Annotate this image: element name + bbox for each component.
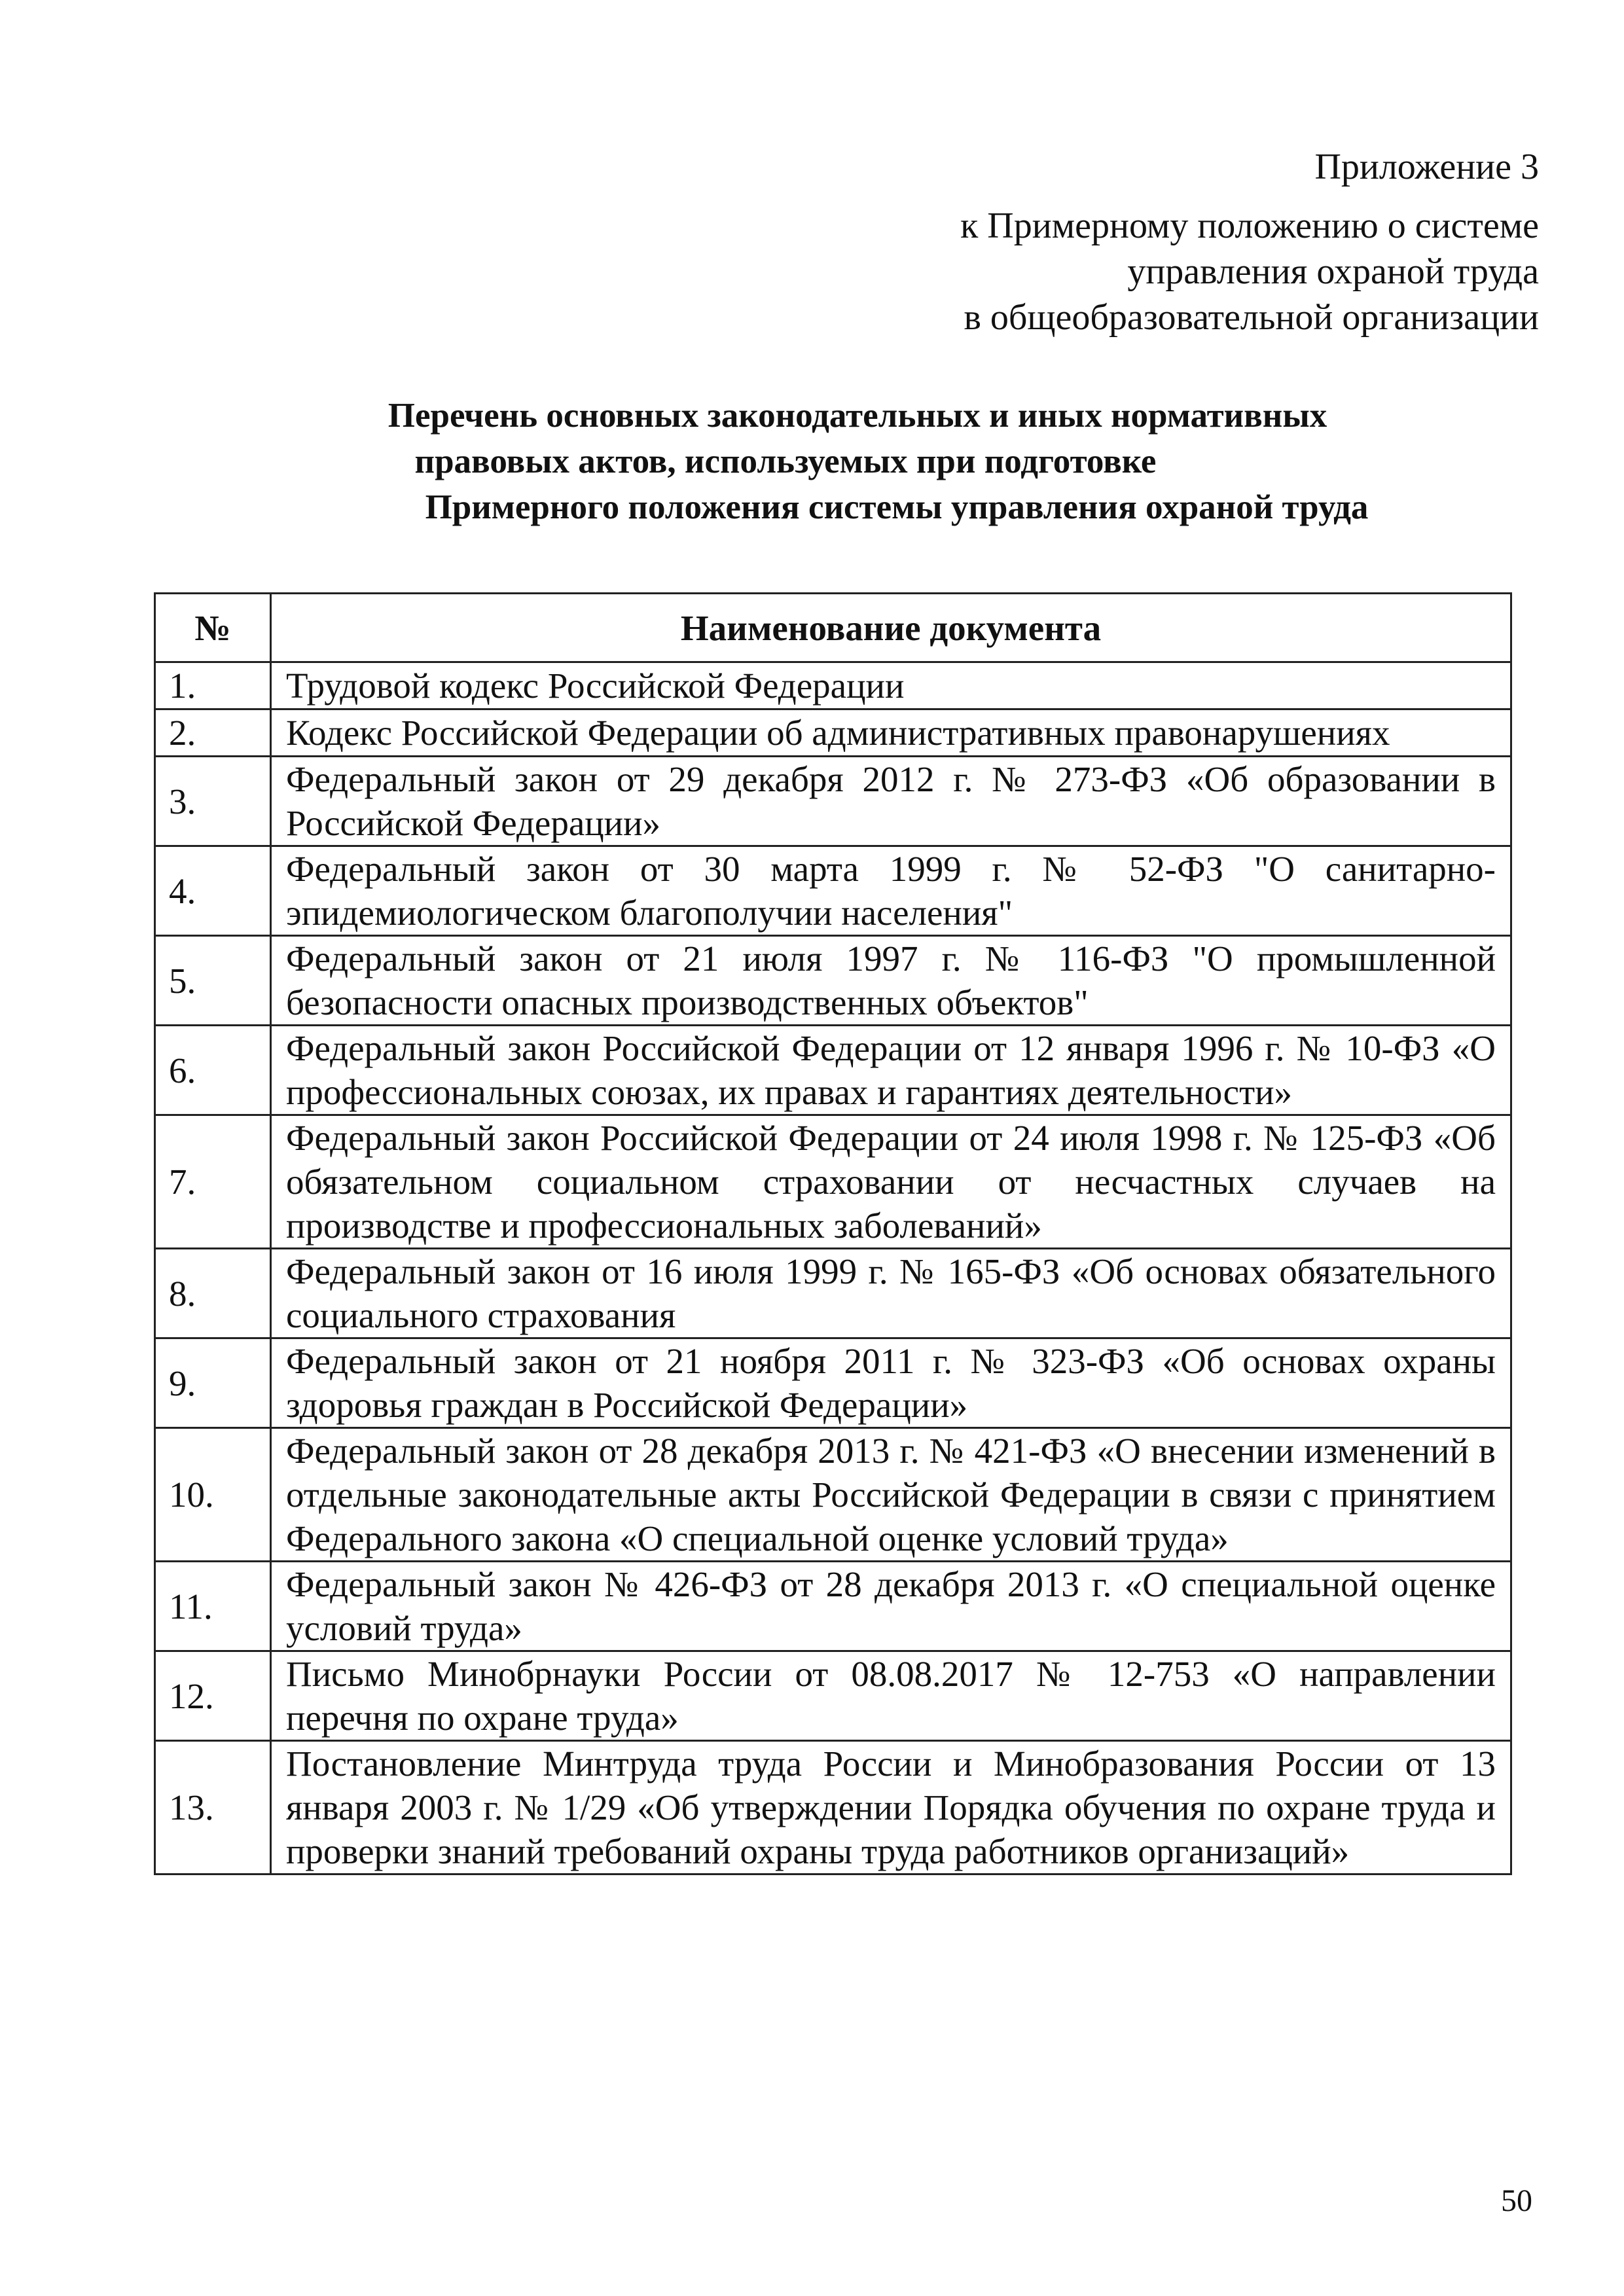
table-row (155, 936, 1511, 1026)
document-title-line: Перечень основных законодательных и иных нормативных (388, 397, 1327, 435)
table-row (155, 1741, 1511, 1874)
column-header-number: № (155, 594, 271, 662)
document-name: Федеральный закон Российской Федерации от 12 января 1996 г. № 10-ФЗ «О профессиональных союзах, их правах и гарантиях деятельности» (271, 1026, 1511, 1115)
table-row (155, 1428, 1511, 1562)
appendix-title: Приложение 3 (1314, 147, 1539, 187)
table-row (155, 662, 1511, 709)
document-name: Письмо Минобрнауки России от 08.08.2017 № 12-753 «О направлении перечня по охране труда» (271, 1651, 1511, 1741)
column-header-name: Наименование документа (271, 594, 1511, 662)
appendix-block (960, 144, 1539, 340)
row-number: 2. (155, 709, 271, 757)
document-name: Кодекс Российской Федерации об административных правонарушениях (271, 709, 1511, 757)
documents-table (154, 592, 1512, 1875)
row-number: 8. (155, 1249, 271, 1338)
appendix-line: к Примерному положению о системе (960, 206, 1539, 246)
table-row (155, 1562, 1511, 1651)
row-number: 12. (155, 1651, 271, 1741)
row-number: 5. (155, 936, 271, 1026)
document-title-line: Примерного положения системы управления охраной труда (425, 488, 1369, 526)
table-row (155, 1249, 1511, 1338)
table-row (155, 709, 1511, 757)
appendix-line: управления охраной труда (1127, 251, 1539, 292)
row-number: 6. (155, 1026, 271, 1115)
table-header-row (155, 594, 1511, 662)
document-name: Федеральный закон от 29 декабря 2012 г. № 273-ФЗ «Об образовании в Российской Федерации» (271, 757, 1511, 846)
document-name: Федеральный закон от 21 июля 1997 г. № 116-ФЗ "О промышленной безопасности опасных производственных объектов" (271, 936, 1511, 1026)
page-number: 50 (1501, 2183, 1532, 2218)
table-row (155, 1338, 1511, 1428)
document-name: Трудовой кодекс Российской Федерации (271, 662, 1511, 709)
document-name: Федеральный закон от 16 июля 1999 г. № 165-ФЗ «Об основах обязательного социального страхования (271, 1249, 1511, 1338)
document-title (314, 393, 1427, 530)
table-row (155, 1651, 1511, 1741)
document-name: Федеральный закон Российской Федерации от 24 июля 1998 г. № 125-ФЗ «Об обязательном социальном страховании от несчастных случаев на производстве и профессиональных заболеваний» (271, 1115, 1511, 1249)
appendix-line: в общеобразовательной организации (964, 297, 1539, 338)
document-title-line: правовых актов, используемых при подготовке (414, 442, 1157, 480)
row-number: 13. (155, 1741, 271, 1874)
document-name: Федеральный закон № 426-ФЗ от 28 декабря 2013 г. «О специальной оценке условий труда» (271, 1562, 1511, 1651)
table-row (155, 1115, 1511, 1249)
document-name: Федеральный закон от 21 ноября 2011 г. № 323-ФЗ «Об основах охраны здоровья граждан в Российской Федерации» (271, 1338, 1511, 1428)
document-name: Федеральный закон от 30 марта 1999 г. № 52-ФЗ "О санитарно-эпидемиологическом благополучии населения" (271, 846, 1511, 936)
row-number: 10. (155, 1428, 271, 1562)
row-number: 11. (155, 1562, 271, 1651)
row-number: 3. (155, 757, 271, 846)
table-row (155, 757, 1511, 846)
document-name: Постановление Минтруда труда России и Минобразования России от 13 января 2003 г. № 1/29 «Об утверждении Порядка обучения по охране труда и проверки знаний требований охраны труда работников организаций» (271, 1741, 1511, 1874)
table-row (155, 1026, 1511, 1115)
row-number: 7. (155, 1115, 271, 1249)
row-number: 1. (155, 662, 271, 709)
row-number: 9. (155, 1338, 271, 1428)
row-number: 4. (155, 846, 271, 936)
table-row (155, 846, 1511, 936)
document-name: Федеральный закон от 28 декабря 2013 г. № 421-ФЗ «О внесении изменений в отдельные законодательные акты Российской Федерации в связи с принятием Федерального закона «О специальной оценке условий труда» (271, 1428, 1511, 1562)
